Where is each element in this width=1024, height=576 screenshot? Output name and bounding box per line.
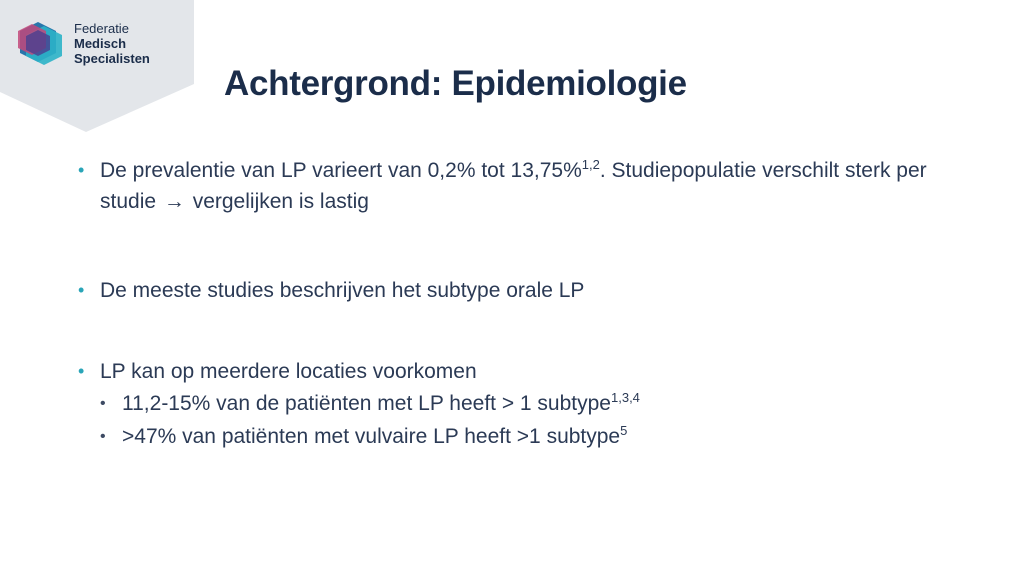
footnote-ref: 1,2 [581,157,600,172]
bullet-text: De meeste studies beschrijven het subtype orale LP [100,279,585,302]
bullet-prevalentie [78,155,958,217]
footnote-ref: 5 [620,423,628,438]
logo-wordmark [74,21,150,66]
logo [16,18,150,68]
sub-bullet-dot: • [100,428,106,445]
hexagon-logo-icon [16,18,66,68]
logo-line-federatie: Federatie [74,20,129,36]
logo-line-specialisten: Specialisten [74,50,150,66]
bullet-dot: • [78,361,85,381]
bullet-text: De prevalentie van LP varieert van 0,2% tot 13,75% [100,159,582,182]
bullet-text: LP kan op meerdere locaties voorkomen [100,360,477,383]
sub-bullet-text: >47% van patiënten met vulvaire LP heeft >1 subtype [122,425,621,448]
bullet-locaties [78,356,958,387]
footnote-ref: 1,3,4 [611,390,640,405]
sub-bullet-dot: • [100,395,106,412]
slide-title: Achtergrond: Epidemiologie [224,64,687,103]
sub-bullet-text: 11,2-15% van de patiënten met LP heeft > 1 subtype [122,392,611,415]
logo-line-medisch: Medisch [74,35,127,51]
sub-bullet-vulvaire-lp [78,420,958,453]
sub-bullet-subtype-percentage [78,387,958,420]
bullet-dot: • [78,160,85,180]
bullet-text: . Studiepopulatie verschilt sterk per studie [100,159,927,213]
bullet-dot: • [78,280,85,300]
arrow-right-icon: → [163,190,185,213]
bullet-text: vergelijken is lastig [186,190,369,213]
bullet-list [78,155,958,453]
bullet-orale-lp [78,275,958,306]
